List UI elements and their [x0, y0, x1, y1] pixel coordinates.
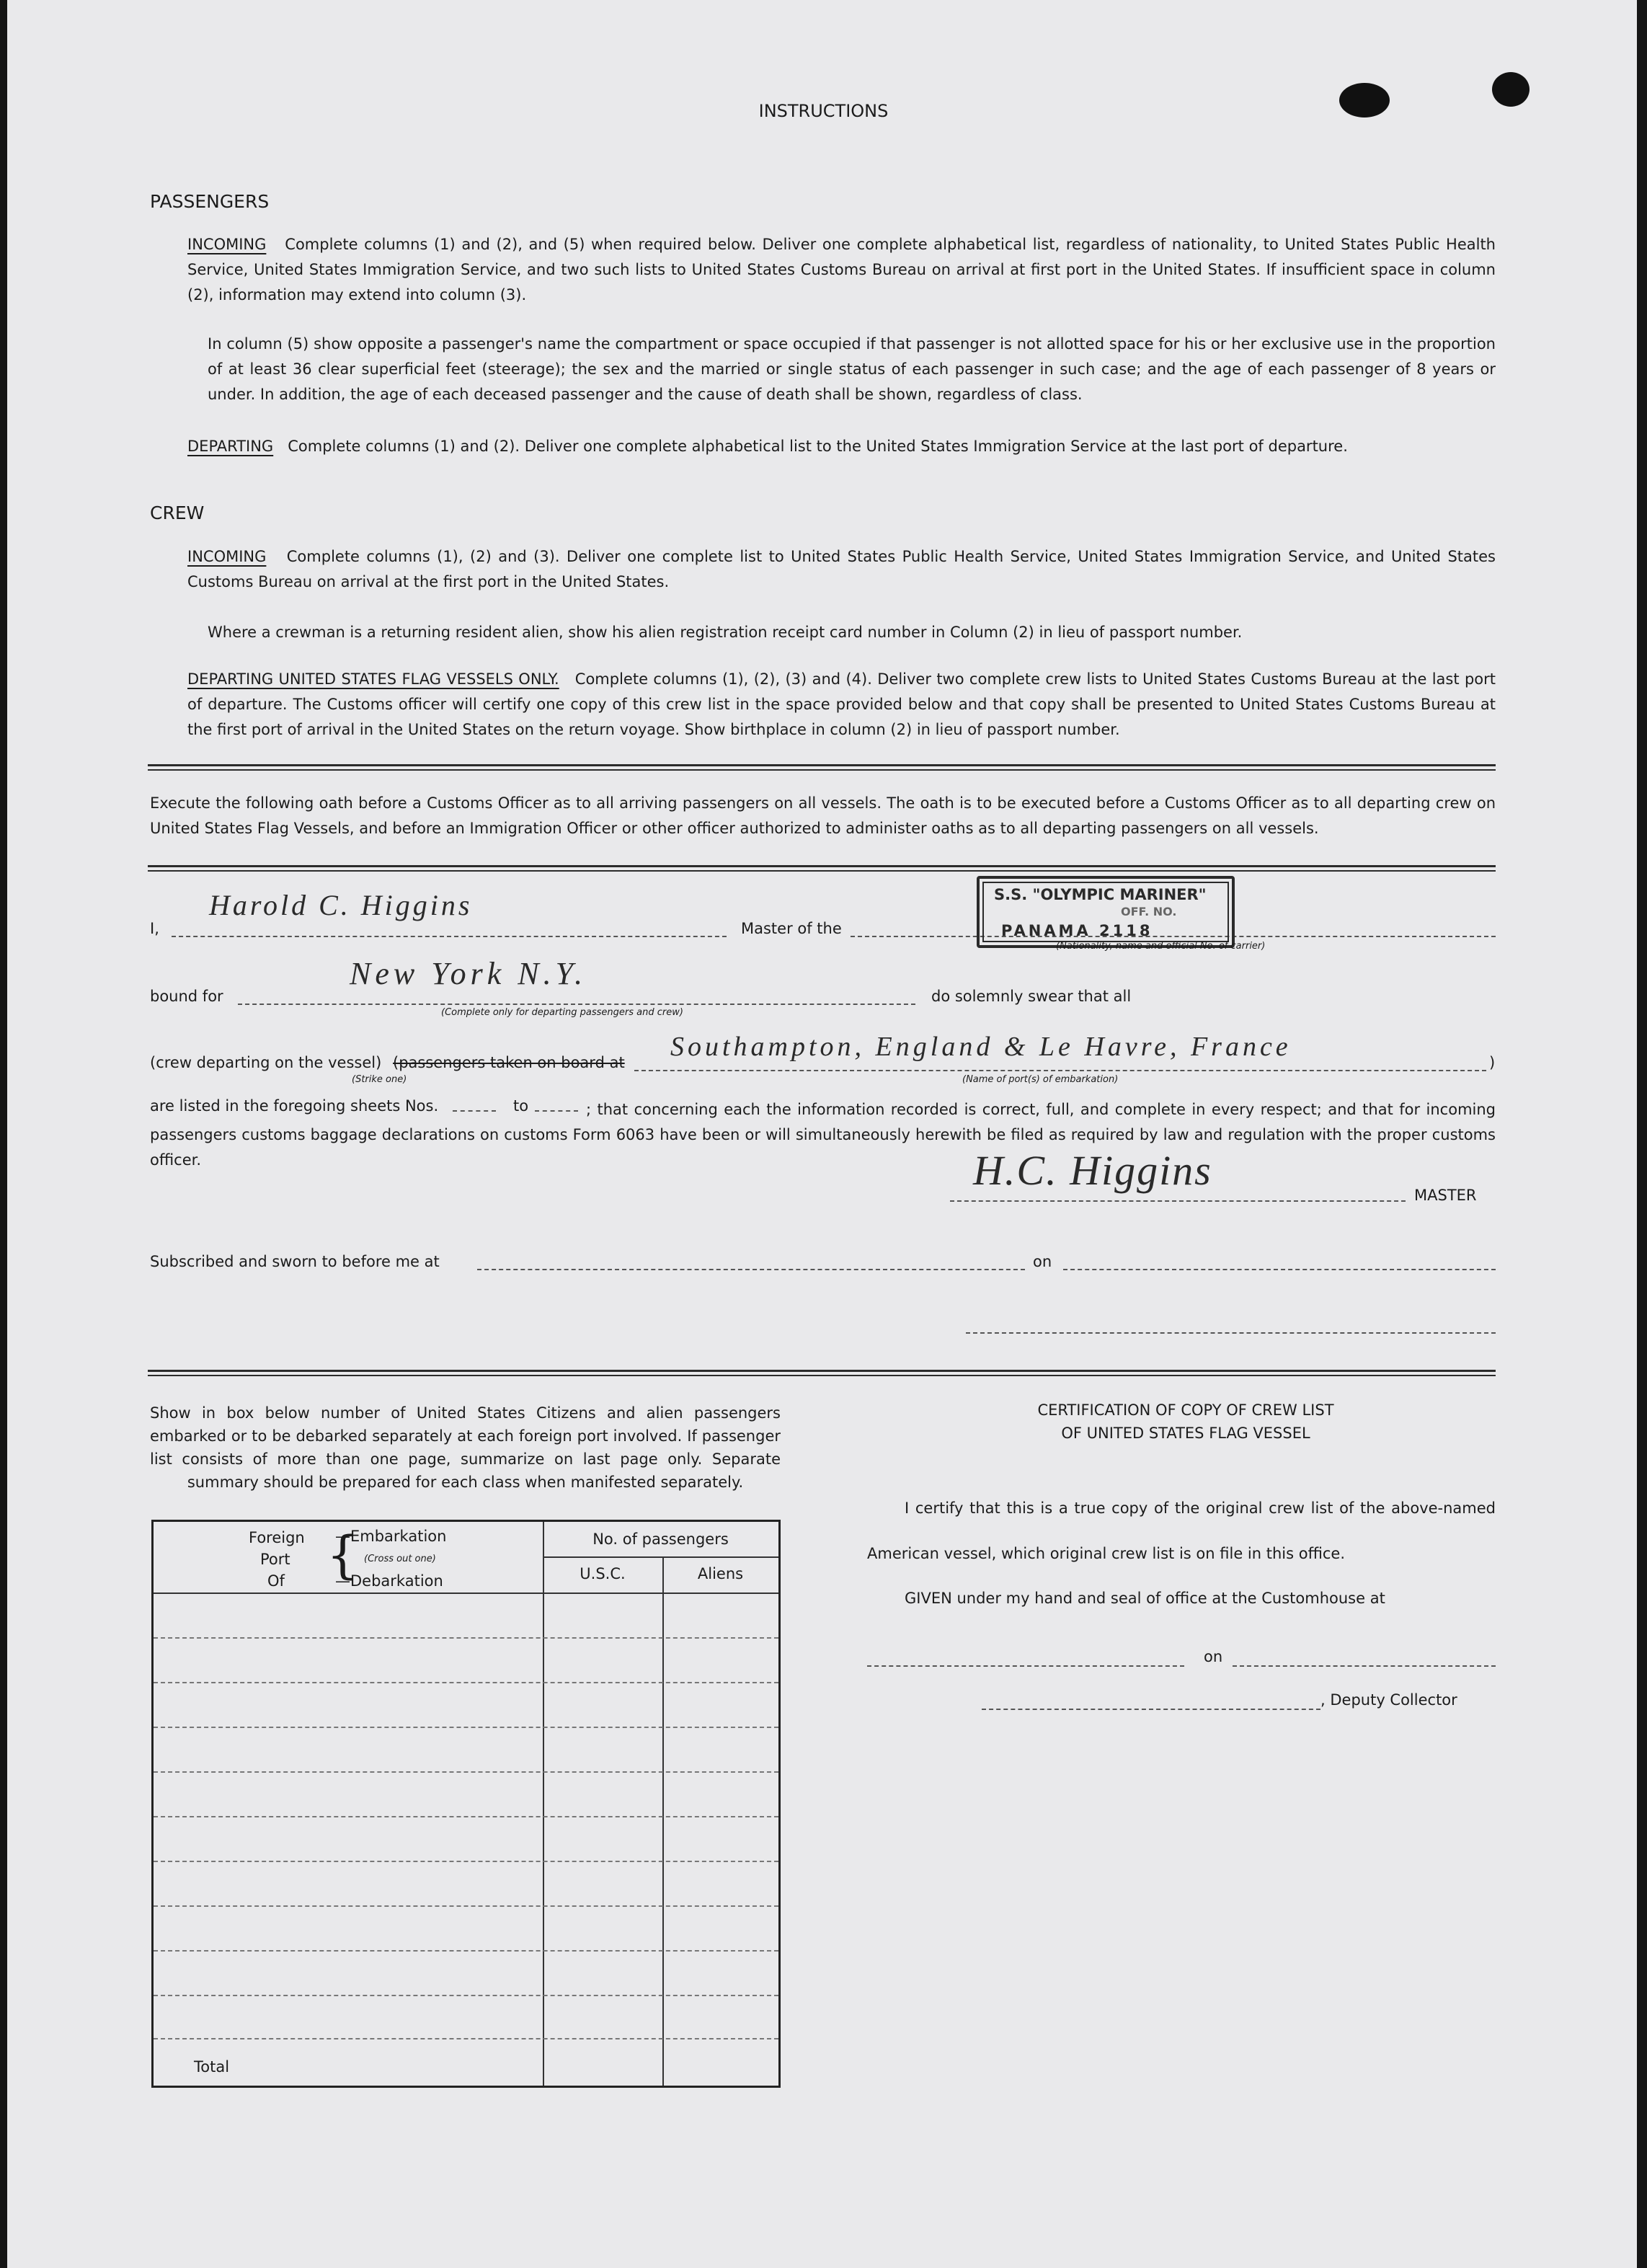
crew-heading: CREW: [150, 502, 205, 523]
table-row[interactable]: [154, 1771, 778, 1773]
passengers-incoming-text: Complete columns (1) and (2), and (5) when required below. Deliver one complete alphabetical list, regardless of nationality, to United States Public Health Service, United States Immigration Service, and two such lists to United States Customs Bureau on arrival at first port in the United States. If insufficient space in column (2), information may extend into column (3).: [187, 236, 1496, 304]
header-no-of-passengers: No. of passengers: [592, 1531, 729, 1548]
certification-heading-line1: CERTIFICATION OF COPY OF CREW LIST: [1037, 1401, 1334, 1419]
subscribed-place-field[interactable]: [477, 1269, 1025, 1270]
master-label: MASTER: [1414, 1187, 1477, 1204]
crew-incoming-text: Complete columns (1), (2) and (3). Deliver one complete list to United States Public Health Service, United States Immigration Service, and United States Customs Bureau on arrival at the first port in the United States.: [187, 548, 1496, 590]
certify-line2: American vessel, which original crew list is on file in this office.: [867, 1545, 1346, 1562]
ports-of-embarkation: Southampton, England & Le Havre, France: [670, 1032, 1292, 1062]
crew-departing-label: (crew departing on the vessel): [150, 1054, 382, 1071]
divider: [148, 1370, 1496, 1376]
sheets-label: are listed in the foregoing sheets Nos.: [150, 1097, 439, 1115]
scan-edge-left: [0, 0, 7, 2268]
signature-line[interactable]: [950, 1200, 1406, 1202]
master-name-field[interactable]: [172, 936, 727, 937]
table-column-divider: [662, 1556, 664, 2086]
passengers-departing-text: Complete columns (1) and (2). Deliver one complete alphabetical list to the United States Immigration Service at the last port of departure.: [288, 438, 1348, 455]
crew-departing-text: Complete columns (1), (2), (3) and (4). Deliver two complete crew lists to United States Customs Bureau at the last port of departure. The Customs officer will certify one copy of this crew list in the space provided below and that copy shall be presented to United States Customs Bureau at the first port of arrival in the United States on the return voyage. Show birthplace in column (2) in lieu of passport number.: [187, 670, 1496, 738]
table-row[interactable]: [154, 1950, 778, 1952]
header-cross-out: (Cross out one): [364, 1554, 436, 1564]
stamp-vessel-name: S.S. "OLYMPIC MARINER": [994, 886, 1207, 903]
destination-caption: (Complete only for departing passengers and crew): [441, 1007, 683, 1018]
stamp-panama-number: PANAMA 2118: [1001, 922, 1153, 939]
subscribed-label: Subscribed and sworn to before me at: [150, 1253, 440, 1270]
passenger-summary-table: [151, 1520, 781, 2088]
destination: New York N.Y.: [350, 956, 587, 991]
strike-caption: (Strike one): [352, 1074, 407, 1085]
stamp-official-number-label: OFF. NO.: [1121, 905, 1177, 918]
certification-date-field[interactable]: [1233, 1665, 1496, 1667]
table-row[interactable]: [154, 1816, 778, 1817]
crew-alien-paragraph: Where a crewman is a returning resident alien, show his alien registration receipt card number in Column (2) in lieu of passport number.: [208, 624, 1243, 641]
close-paren: ): [1489, 1054, 1496, 1071]
summary-instructions: Show in box below number of United States Citizens and alien passengers embarked or to be debarked separately at each foreign port involved. If passenger list consists of more than one page, summarize on last page only. Separate summary should be prepared for each class when manifested separately.: [150, 1404, 781, 1491]
scan-edge-right: [1637, 0, 1647, 2268]
passengers-heading: PASSENGERS: [150, 191, 270, 212]
oath-intro: Execute the following oath before a Customs Officer as to all arriving passengers on all vessels. The oath is to be executed before a Customs Officer as to all departing crew on United States Flag Vessels, and before an Immigration Officer or other officer authorized to administer oaths as to all departing passengers on all vessels.: [150, 794, 1496, 837]
nationality-caption: (Nationality, name and official No. of carrier): [1056, 941, 1266, 952]
crew-incoming-paragraph: [187, 544, 1496, 595]
officer-signature-field[interactable]: [966, 1332, 1496, 1334]
passengers-departing-paragraph: [187, 434, 1496, 459]
customhouse-field[interactable]: [867, 1665, 1184, 1667]
bound-for-label: bound for: [150, 988, 223, 1005]
header-debarkation: —Debarkation: [335, 1572, 443, 1590]
table-row[interactable]: [154, 1905, 778, 1907]
sheets-continuation-text: ; that concerning each the information recorded is correct, full, and complete in every respect; and that for incoming passengers customs baggage declarations on customs Form 6063 have been or will simultaneously herewith be filed as required by law and regulation with the proper customs officer.: [150, 1101, 1496, 1169]
crew-departing-label: DEPARTING UNITED STATES FLAG VESSELS ONLY.: [187, 670, 559, 688]
table-row[interactable]: [154, 1637, 778, 1639]
subscribed-date-field[interactable]: [1063, 1269, 1496, 1270]
certification-heading-line2: OF UNITED STATES FLAG VESSEL: [1061, 1425, 1310, 1442]
passengers-incoming-label: INCOMING: [187, 236, 267, 253]
master-name: Harold C. Higgins: [209, 889, 473, 921]
header-aliens: Aliens: [697, 1565, 744, 1582]
given-text: GIVEN under my hand and seal of office at the Customhouse at: [905, 1590, 1385, 1607]
destination-field[interactable]: [238, 1004, 915, 1005]
header-of: Of: [267, 1572, 285, 1590]
table-header-divider: [154, 1593, 778, 1594]
table-row[interactable]: [154, 1727, 778, 1728]
table-row[interactable]: [154, 1861, 778, 1862]
crew-departing-paragraph: [187, 667, 1496, 743]
table-column-divider: [543, 1522, 544, 2086]
crew-incoming-label: INCOMING: [187, 548, 267, 565]
passengers-column5-paragraph: In column (5) show opposite a passenger's name the compartment or space occupied if that passenger is not allotted space for his or her exclusive use in the proportion of at least 36 clear superficial feet (steerage); the sex and the married or single status of each passenger in such case; and the age of each passenger of 8 years or under. In addition, the age of each deceased passenger and the cause of death shall be shown, regardless of class.: [208, 335, 1496, 403]
table-subheader-divider: [543, 1556, 778, 1558]
table-row[interactable]: [154, 2038, 778, 2039]
header-port: Port: [260, 1551, 290, 1568]
deputy-collector-signature-field[interactable]: [982, 1709, 1320, 1710]
ports-field[interactable]: [634, 1070, 1486, 1071]
brace-icon: {: [327, 1525, 359, 1585]
sheets-continuation: [150, 1097, 1496, 1173]
oath-i-label: I,: [150, 920, 159, 937]
vessel-stamp: [977, 876, 1235, 948]
divider: [148, 865, 1496, 872]
header-foreign: Foreign: [249, 1529, 305, 1546]
header-embarkation: —Embarkation: [335, 1528, 447, 1545]
page-title: INSTRUCTIONS: [758, 101, 889, 121]
divider: [148, 764, 1496, 771]
certification-on-label: on: [1204, 1648, 1223, 1665]
swear-label: do solemnly swear that all: [931, 988, 1132, 1005]
header-usc: U.S.C.: [580, 1565, 626, 1582]
certify-line1: I certify that this is a true copy of the original crew list of the above-named: [905, 1500, 1496, 1517]
passengers-incoming-paragraph: [187, 232, 1496, 308]
subscribed-on-label: on: [1033, 1253, 1052, 1270]
master-of-label: Master of the: [741, 920, 842, 937]
table-row[interactable]: [154, 1682, 778, 1683]
passengers-departing-label: DEPARTING: [187, 438, 274, 455]
master-signature: H.C. Higgins: [973, 1147, 1212, 1194]
to-label: to: [513, 1097, 529, 1115]
total-label: Total: [194, 2058, 230, 2076]
ports-caption: (Name of port(s) of embarkation): [962, 1074, 1119, 1085]
deputy-collector-label: , Deputy Collector: [1320, 1691, 1457, 1709]
table-row[interactable]: [154, 1995, 778, 1996]
struck-passengers-text: (passengers taken on board at: [393, 1054, 625, 1071]
